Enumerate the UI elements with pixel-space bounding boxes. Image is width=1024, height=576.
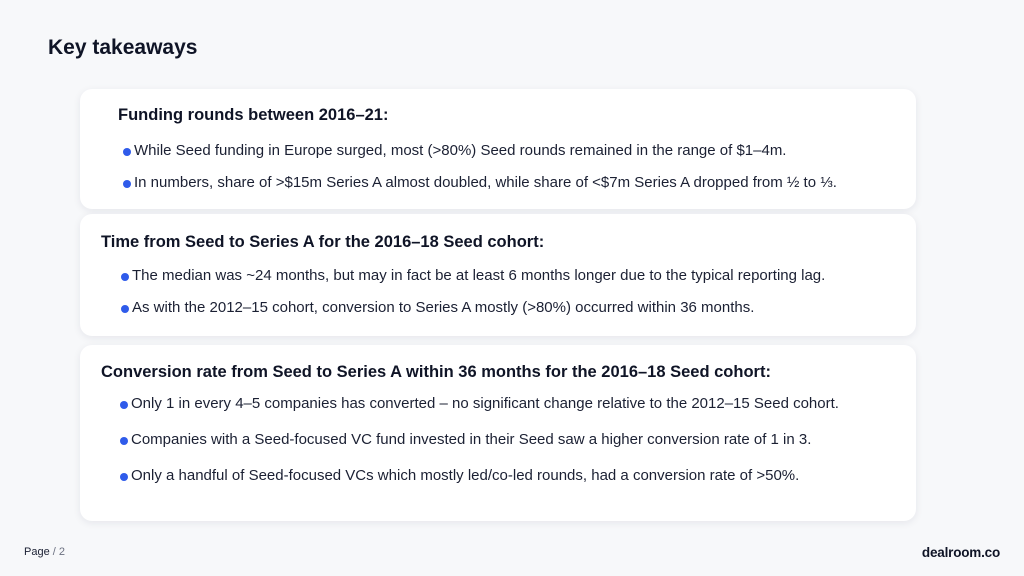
bullet-item bbox=[121, 299, 825, 317]
bullet-dot-icon bbox=[120, 401, 128, 409]
takeaway-card-conversion-rate bbox=[80, 345, 916, 521]
bullet-item bbox=[123, 142, 837, 160]
bullet-text: While Seed funding in Europe surged, most (>80%) Seed rounds remained in the range of $1–4m. bbox=[134, 142, 787, 159]
takeaway-card-time-to-series-a bbox=[80, 214, 916, 336]
bullet-item bbox=[123, 174, 837, 192]
bullet-text: Only a handful of Seed-focused VCs which mostly led/co-led rounds, had a conversion rate of >50%. bbox=[131, 467, 800, 484]
bullet-item bbox=[121, 267, 825, 285]
page-indicator bbox=[24, 546, 65, 558]
section-heading: Conversion rate from Seed to Series A within 36 months for the 2016–18 Seed cohort: bbox=[101, 363, 771, 381]
bullet-dot-icon bbox=[123, 180, 131, 188]
bullet-item bbox=[120, 431, 839, 449]
bullet-dot-icon bbox=[123, 148, 131, 156]
bullet-item bbox=[120, 467, 839, 485]
page-separator: / bbox=[52, 546, 56, 558]
bullet-text: As with the 2012–15 cohort, conversion to Series A mostly (>80%) occurred within 36 months. bbox=[132, 299, 755, 316]
page-number: 2 bbox=[58, 546, 66, 558]
takeaway-card-funding-rounds bbox=[80, 89, 916, 209]
bullet-list bbox=[121, 267, 825, 331]
bullet-text: The median was ~24 months, but may in fact be at least 6 months longer due to the typical reporting lag. bbox=[132, 267, 826, 284]
bullet-item bbox=[120, 395, 839, 413]
bullet-dot-icon bbox=[120, 437, 128, 445]
section-heading: Time from Seed to Series A for the 2016–18 Seed cohort: bbox=[101, 233, 545, 251]
bullet-list bbox=[120, 395, 839, 503]
bullet-text: In numbers, share of >$15m Series A almost doubled, while share of <$7m Series A dropped from ½ to ⅓. bbox=[134, 174, 837, 191]
section-heading: Funding rounds between 2016–21: bbox=[118, 106, 389, 124]
bullet-dot-icon bbox=[121, 273, 129, 281]
brand-logo: dealroom.co bbox=[921, 545, 1000, 560]
bullet-text: Companies with a Seed-focused VC fund invested in their Seed saw a higher conversion rate of 1 in 3. bbox=[131, 431, 812, 448]
bullet-dot-icon bbox=[121, 305, 129, 313]
bullet-text: Only 1 in every 4–5 companies has converted – no significant change relative to the 2012–15 Seed cohort. bbox=[131, 395, 839, 412]
bullet-list bbox=[123, 142, 837, 206]
page-title: Key takeaways bbox=[48, 36, 198, 59]
page-label: Page bbox=[24, 546, 50, 558]
bullet-dot-icon bbox=[120, 473, 128, 481]
